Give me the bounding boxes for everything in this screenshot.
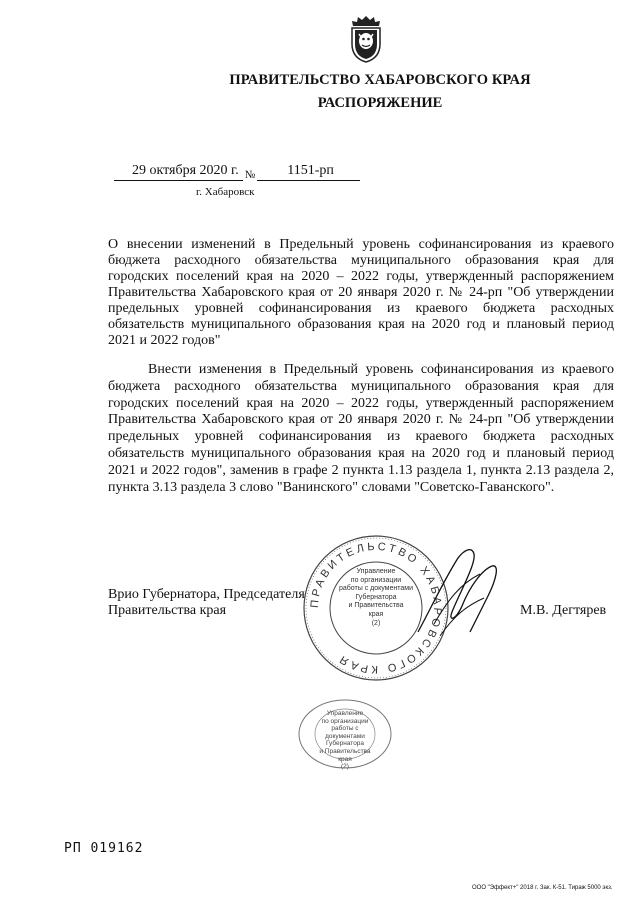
seal-line: Губернатора: [355, 593, 397, 601]
stamp-line: (2): [341, 763, 349, 771]
city-label: г. Хабаровск: [196, 186, 255, 198]
seal-line: работы с документами: [338, 585, 414, 593]
seal-line: (2): [371, 619, 381, 627]
stamp-inner-text: [318, 710, 372, 771]
signer-name: М.В. Дегтярев: [520, 603, 607, 618]
coat-of-arms-icon: [346, 14, 386, 64]
seal-ring-text: ПРАВИТЕЛЬСТВО ХАБАРОВСКОГО КРАЯ: [308, 540, 444, 676]
number-sign: №: [244, 169, 256, 181]
seal-line: по организации: [350, 576, 402, 584]
registration-number: РП 019162: [64, 841, 144, 856]
seal-line: края: [368, 610, 384, 618]
seal-line: Управление: [356, 568, 396, 575]
signer-position-line2: Правительства края: [108, 603, 227, 618]
signer-position-line1: Врио Губернатора, Председателя: [108, 587, 305, 602]
printer-imprint: ООО "Эффект+" 2018 г. Зак. К-51. Тираж 5000 экз.: [472, 885, 613, 891]
registration-stamp: [296, 698, 394, 770]
signer-position: [108, 587, 305, 619]
document-subject: О внесении изменений в Предельный уровень софинансирования из краевого бюджета расходного обязательства муниципального образования края для городских поселений края на 2020 – 2022 годы, утвержденный распоряжением Правительства Хабаровского края от 20 января 2020 г. № 24-рп "Об утверждении предельных уровней софинансирования из краевого бюджета расходных обязательств муниципального образования края на 2020 год и плановый период 2021 и 2022 годов": [108, 237, 614, 348]
stamp-line: работы с документами: [325, 725, 365, 740]
document-number: 1151-рп: [257, 163, 360, 181]
document-type: РАСПОРЯЖЕНИЕ: [317, 95, 443, 111]
stamp-line: по организации: [321, 717, 369, 725]
stamp-line: Управление: [326, 710, 364, 717]
document-body: Внести изменения в Предельный уровень софинансирования из краевого бюджета расходного обязательства муниципального образования края для городских поселений края на 2020 – 2022 годы, утвержденный распоряжением Правительства Хабаровского края от 20 января 2020 г. № 24-рп "Об утверждении предельных уровней софинансирования из краевого бюджета расходных обязательств муниципального образования края на 2020 год и плановый период 2021 и 2022 годов", заменив в графе 2 пункта 1.13 раздела 1, пункта 2.13 раздела 2, пункта 3.13 раздела 3 слово "Ванинского" словами "Советско-Гаванского".: [108, 362, 614, 495]
org-title: ПРАВИТЕЛЬСТВО ХАБАРОВСКОГО КРАЯ: [229, 72, 531, 88]
stamp-line: и Правительства: [319, 747, 371, 755]
stamp-line: края: [338, 755, 352, 763]
handwritten-signature: [400, 540, 510, 650]
seal-line: и Правительства: [348, 602, 404, 610]
document-date: 29 октября 2020 г.: [114, 163, 243, 181]
date-number-line: [114, 163, 360, 181]
stamp-line: Губернатора: [325, 740, 365, 748]
